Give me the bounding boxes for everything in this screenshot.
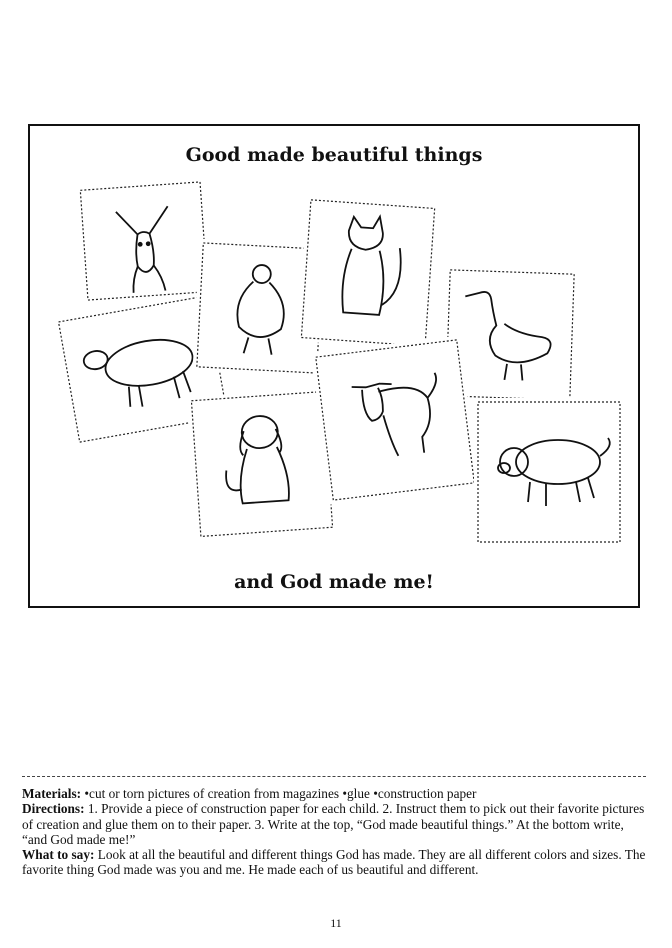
pig-picture (474, 398, 624, 546)
instructions-block (22, 786, 652, 878)
directions-label: Directions: (22, 801, 85, 817)
directions-paragraph (22, 801, 652, 847)
activity-frame (28, 124, 640, 608)
page-subtitle: and God made me! (234, 571, 434, 593)
dog-picture (187, 387, 337, 540)
what-to-say-text: Look at all the beautiful and different things God has made. They are all different colors and sizes. The favorite thing God made was you and me. He made each of us beautiful and different. (22, 847, 646, 878)
donkey-picture (76, 178, 212, 305)
donkey-icon (76, 178, 212, 305)
directions-text: 1. Provide a piece of construction paper for each child. 2. Instruct them to pick out their favorite pictures of creation and glue them on to their paper. 3. Write at the top, “God made beautiful things.” At the bottom write, “and God made me!” (22, 801, 645, 847)
page-number: 11 (330, 916, 342, 930)
page-title: Good made beautiful things (185, 144, 483, 166)
cut-line (22, 776, 646, 777)
materials-paragraph (22, 786, 652, 801)
what-to-say-paragraph (22, 847, 652, 878)
materials-text: •cut or torn pictures of creation from magazines •glue •construction paper (81, 786, 477, 801)
dog-icon (187, 387, 337, 540)
cow-icon (311, 335, 478, 504)
what-to-say-label: What to say: (22, 847, 95, 863)
cat-icon (297, 196, 439, 351)
cow-picture (311, 335, 478, 504)
materials-label: Materials: (22, 786, 82, 801)
cat-picture (297, 196, 439, 351)
pig-icon (474, 398, 624, 546)
